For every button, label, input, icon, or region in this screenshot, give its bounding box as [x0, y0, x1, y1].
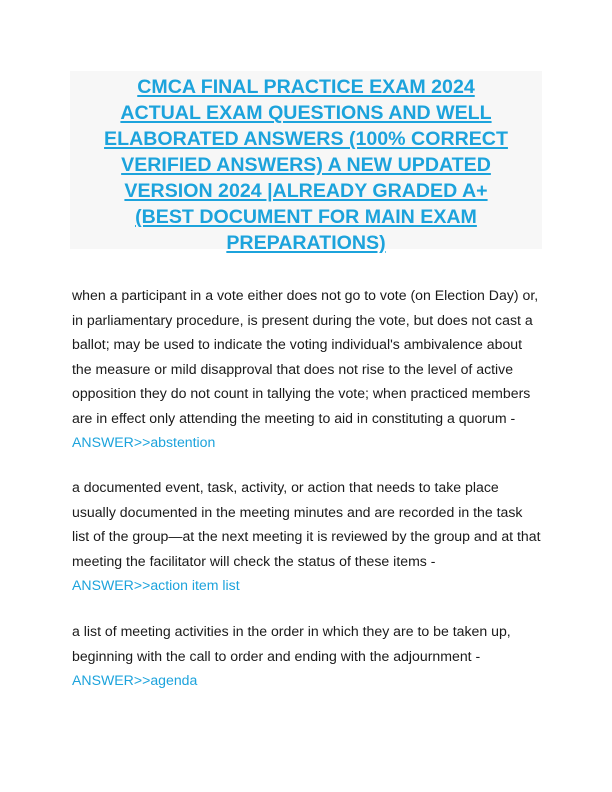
question-line: the measure or mild disapproval that does not rise to the level of active: [72, 360, 514, 377]
title-line: ACTUAL EXAM QUESTIONS AND WELL: [120, 102, 492, 124]
answer-text: ANSWER>>action item list: [72, 577, 240, 593]
title-line: VERIFIED ANSWERS) A NEW UPDATED: [121, 154, 491, 176]
question-line: ballot; may be used to indicate the voting individual's ambivalence about: [72, 336, 523, 352]
question-line: usually documented in the meeting minutes and are recorded in the task: [72, 503, 523, 520]
title-line: PREPARATIONS): [226, 232, 386, 254]
answer-text: ANSWER>>abstention: [72, 434, 216, 450]
question-line: meeting the facilitator will check the status of these items -: [72, 552, 436, 569]
title-line: VERSION 2024 |ALREADY GRADED A+: [124, 180, 488, 202]
document-title: [70, 74, 542, 256]
document-title-box: [70, 71, 542, 254]
qa-entry-abstention: [72, 283, 552, 455]
question-line: are in effect only attending the meeting to aid in constituting a quorum -: [72, 409, 516, 426]
qa-entry-action-item-list: [72, 475, 552, 598]
question-line: beginning with the call to order and ending with the adjournment -: [72, 647, 481, 664]
question-line: opposition they do not count in tallying the vote; when practiced members: [72, 385, 531, 401]
question-line: when a participant in a vote either does not go to vote (on Election Day) or,: [72, 287, 539, 303]
question-line: a list of meeting activities in the order in which they are to be taken up,: [72, 623, 511, 639]
question-line: in parliamentary procedure, is present during the vote, but does not cast a: [72, 311, 533, 328]
question-line: a documented event, task, activity, or action that needs to take place: [72, 479, 499, 495]
answer-text: ANSWER>>agenda: [72, 672, 198, 688]
qa-entry-agenda: [72, 619, 552, 693]
title-line: ELABORATED ANSWERS (100% CORRECT: [104, 128, 508, 150]
question-line: list of the group—at the next meeting it is reviewed by the group and at that: [72, 528, 541, 544]
title-line: (BEST DOCUMENT FOR MAIN EXAM: [135, 206, 477, 228]
title-line: CMCA FINAL PRACTICE EXAM 2024: [137, 76, 475, 98]
